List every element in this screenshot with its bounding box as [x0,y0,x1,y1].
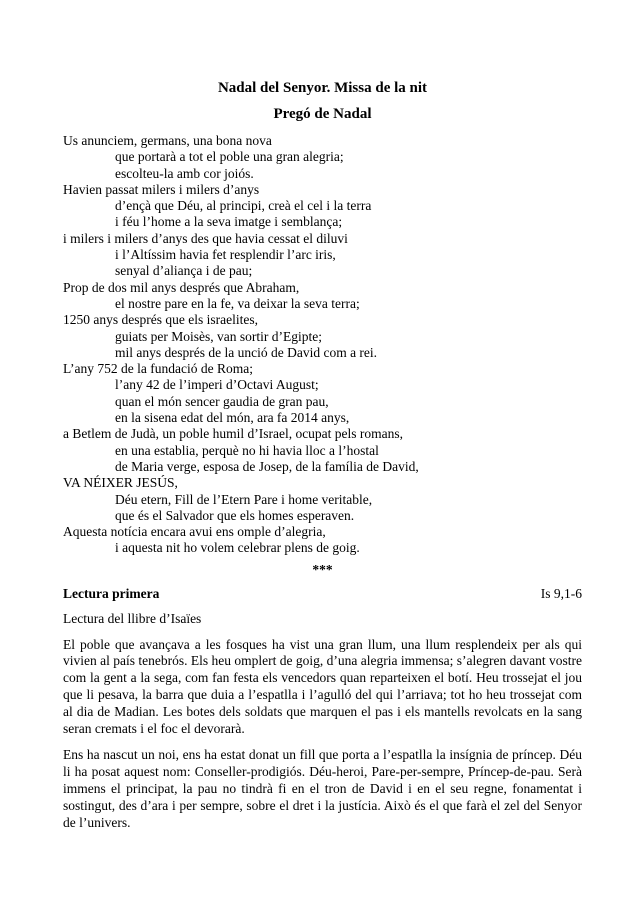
poem-line: Déu etern, Fill de l’Etern Pare i home veritable, [115,491,373,507]
section-separator: *** [312,561,333,577]
reading-heading-row [63,586,582,602]
poem-line: i féu l’home a la seva imatge i semblança; [115,214,343,230]
poem-line: l’any 42 de l’imperi d’Octavi August; [115,377,319,393]
poem-line: L’any 752 de la fundació de Roma; [63,361,253,377]
poem-line: que portarà a tot el poble una gran alegria; [115,149,344,165]
document-subtitle: Pregó de Nadal [273,106,372,122]
poem-line: 1250 anys després que els israelites, [63,312,258,328]
reading-paragraph: El poble que avançava a les fosques ha vist una gran llum, una llum resplendeix per als qui vivien al país tenebrós. Els heu omplert de goig, d’una alegria immensa; s’alegren davant vostre com la gent a la sega, com fan festa els vencedors quan reparteixen el botí. Heu trossejat el jou que li pesava, la barra que duia a l’espatlla i l’agulló del qui l’arriava; tot ho heu trossejat com al dia de Madian. Les botes dels soldats que marquen el pas i els mantells revolcats en la sang seran cremats i el foc el devorarà. [63,636,582,736]
poem-line: Us anunciem, germans, una bona nova [63,133,272,148]
poem-line: Prop de dos mil anys després que Abraham, [63,279,300,295]
poem-line: a Betlem de Judà, un poble humil d’Israel, ocupat pels romans, [63,426,404,442]
reading-paragraphs [63,637,582,832]
poem-line: Aquesta notícia encara avui ens omple d’alegria, [63,524,326,540]
poem-line: senyal d’aliança i de pau; [115,263,253,279]
document-title: Nadal del Senyor. Missa de la nit [217,80,428,96]
poem-line: el nostre pare en la fe, va deixar la seva terra; [115,295,360,311]
poem-line: mil anys després de la unció de David com a rei. [115,344,378,360]
reading-heading: Lectura primera [63,586,160,602]
poem-line: guiats per Moisès, van sortir d’Egipte; [115,328,322,344]
poem-line: escolteu-la amb cor joiós. [115,165,254,181]
poem-line: en la sisena edat del món, ara fa 2014 anys, [115,410,350,426]
poem-line: d’ençà que Déu, al principi, creà el cel i la terra [115,198,372,214]
proclamation [63,133,582,557]
poem-line: de Maria verge, esposa de Josep, de la família de David, [115,458,419,474]
poem-line: i aquesta nit ho volem celebrar plens de goig. [115,540,360,556]
poem-line: que és el Salvador que els homes esperaven. [115,507,355,523]
poem-line: i milers i milers d’anys des que havia cessat el diluvi [63,230,348,246]
reading-reference: Is 9,1-6 [540,586,582,602]
poem-line: quan el món sencer gaudia de gran pau, [115,393,329,409]
poem-line: i l’Altíssim havia fet resplendir l’arc iris, [115,247,336,263]
poem-line: VA NÉIXER JESÚS, [63,475,178,491]
reading-source: Lectura del llibre d’Isaïes [63,611,202,627]
poem-line: en una establia, perquè no hi havia lloc a l’hostal [115,442,379,458]
poem-line: Havien passat milers i milers d’anys [63,181,260,197]
reading-paragraph: Ens ha nascut un noi, ens ha estat donat un fill que porta a l’espatlla la insígnia de príncep. Déu li ha posat aquest nom: Conseller-prodigiós. Déu-heroi, Pare-per-sempre, Príncep-de-pau. Serà immens el principat, la pau no tindrà fi en el tron de David i en el seu regne, fonamentat i sostingut, des d’ara i per sempre, sobre el dret i la justícia. Això és el que farà el zel del Senyor de l’univers. [63,747,582,830]
